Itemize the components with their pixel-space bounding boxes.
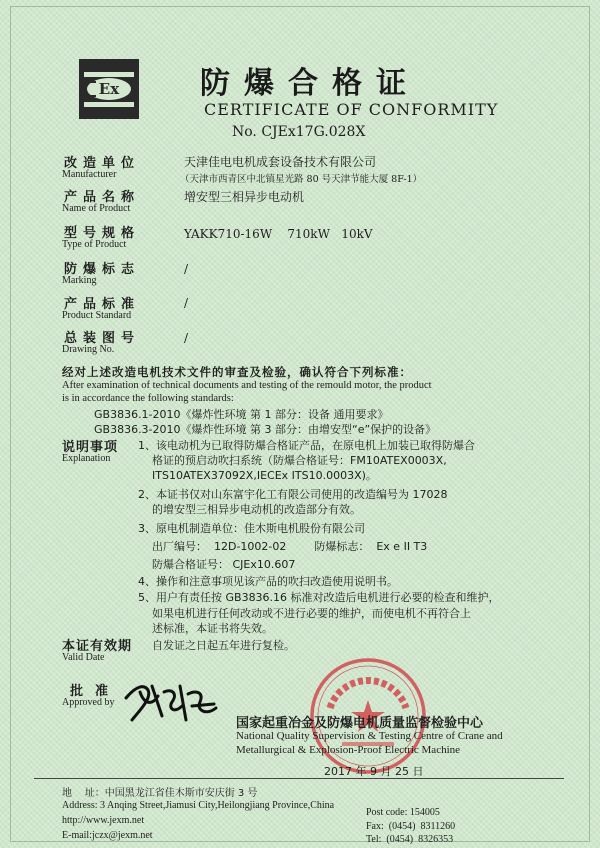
validity-label-en: Valid Date: [62, 652, 105, 663]
note-4: 4、操作和注意事项见该产品的吹扫改造使用说明书。: [138, 575, 398, 588]
standard-value: /: [184, 296, 189, 310]
note-1a: 1、该电动机为已取得防爆合格证产品，在原电机上加装已取得防爆合: [138, 439, 475, 452]
manufacturer-address: （天津市西青区中北镇星光路 80 号天津节能大厦 8F-1）: [180, 174, 423, 185]
drawing-value: /: [184, 331, 189, 345]
footer-website[interactable]: http://www.jexm.net: [62, 815, 145, 826]
type-label-cn: 型号规格: [64, 226, 141, 241]
footer-address-en: Address: 3 Anqing Street,Jiamusi City,Heilongjiang Province,China: [62, 800, 335, 811]
svg-text:Ex: Ex: [98, 80, 120, 98]
standard-label-cn: 产品标准: [64, 297, 141, 312]
note-2a: 2、本证书仅对山东富宇化工有限公司使用的改造编号为 17028: [138, 488, 448, 501]
marking-label-en: Marking: [62, 275, 97, 286]
ex-logo-icon: [78, 58, 140, 120]
footer-postcode: Post code: 154005: [366, 807, 440, 818]
validity-label-cn: 本证有效期: [62, 639, 133, 654]
type-value: YAKK710-16W 710kW 10kV: [184, 227, 373, 241]
product-name-label-cn: 产品名称: [64, 190, 141, 205]
note-2b: 的增安型三相异步电动机的改造部分有效。: [152, 503, 361, 516]
note-5b: 如果电机进行任何改动或不进行必要的维护，而使电机不再符合上: [152, 607, 471, 620]
examination-cn: 经对上述改造电机技术文件的审查及检验，确认符合下列标准：: [62, 365, 412, 379]
approval-label-en: Approved by: [62, 697, 115, 708]
manufacturer-label-cn: 改造单位: [64, 156, 141, 171]
note-3c: 防爆合格证号： CJEx10.607: [152, 558, 296, 571]
note-1b: 格证的预启动吹扫系统（防爆合格证号：FM10ATEX0003X,: [152, 454, 447, 467]
approval-label-cn: 批 准: [70, 684, 110, 699]
standard-label-en: Product Standard: [62, 310, 132, 321]
marking-label-cn: 防爆标志: [64, 262, 141, 277]
title-cn: 防爆合格证: [200, 66, 420, 101]
certificate-number: No. CJEx17G.028X: [232, 124, 366, 140]
note-1c: ITS10ATEX37092X,IECEx ITS10.0003X)。: [152, 469, 377, 482]
footer-email[interactable]: E-mail:jczx@jexm.net: [62, 830, 153, 841]
product-name-value: 增安型三相异步电动机: [184, 190, 305, 204]
type-label-en: Type of Product: [62, 239, 127, 250]
explanation-label-en: Explanation: [62, 453, 111, 464]
footer-tel: Tel: (0454) 8326353: [366, 834, 454, 845]
issue-date: 2017 年 9 月 25 日: [324, 765, 424, 778]
product-name-label-en: Name of Product: [62, 203, 131, 214]
note-5a: 5、用户有责任按 GB3836.16 标准对改造后电机进行必要的检查和维护，: [138, 591, 500, 604]
note-3a: 3、原电机制造单位：佳木斯电机股份有限公司: [138, 522, 365, 535]
drawing-label-en: Drawing No.: [62, 344, 115, 355]
note-5c: 述标准，本证书将失效。: [152, 622, 273, 635]
manufacturer-label-en: Manufacturer: [62, 169, 117, 180]
standard-2: GB3836.3-2010《爆炸性环境 第 3 部分：由增安型“e”保护的设备》: [94, 423, 437, 436]
institution-name-en-1: National Quality Supervision & Testing Centre of Crane and: [236, 730, 503, 742]
marking-value: /: [184, 262, 189, 276]
institution-name-en-2: Metallurgical & Explosion-Proof Electric Machine: [236, 744, 461, 756]
manufacturer-value: 天津佳电电机成套设备技术有限公司: [184, 155, 377, 169]
institution-name-cn: 国家起重冶金及防爆电机质量监督检验中心: [236, 716, 484, 731]
explanation-label-cn: 说明事项: [62, 440, 119, 455]
examination-en-2: is in accordance the following standards:: [62, 393, 234, 404]
title-en: CERTIFICATE OF CONFORMITY: [204, 100, 499, 119]
footer-fax: Fax: (0454) 8311260: [366, 821, 456, 832]
examination-en-1: After examination of technical documents and testing of the remould motor, the product: [62, 380, 432, 391]
standard-1: GB3836.1-2010《爆炸性环境 第 1 部分：设备 通用要求》: [94, 408, 389, 421]
footer-divider: [34, 778, 564, 779]
drawing-label-cn: 总装图号: [64, 331, 141, 346]
note-3b: 出厂编号： 12D-1002-02 防爆标志： Ex e II T3: [152, 540, 428, 553]
signature-mark: [122, 676, 222, 726]
footer-address-cn: 地 址：中国黑龙江省佳木斯市安庆街 3 号: [62, 788, 258, 799]
validity-value: 自发证之日起五年进行复检。: [152, 639, 295, 652]
